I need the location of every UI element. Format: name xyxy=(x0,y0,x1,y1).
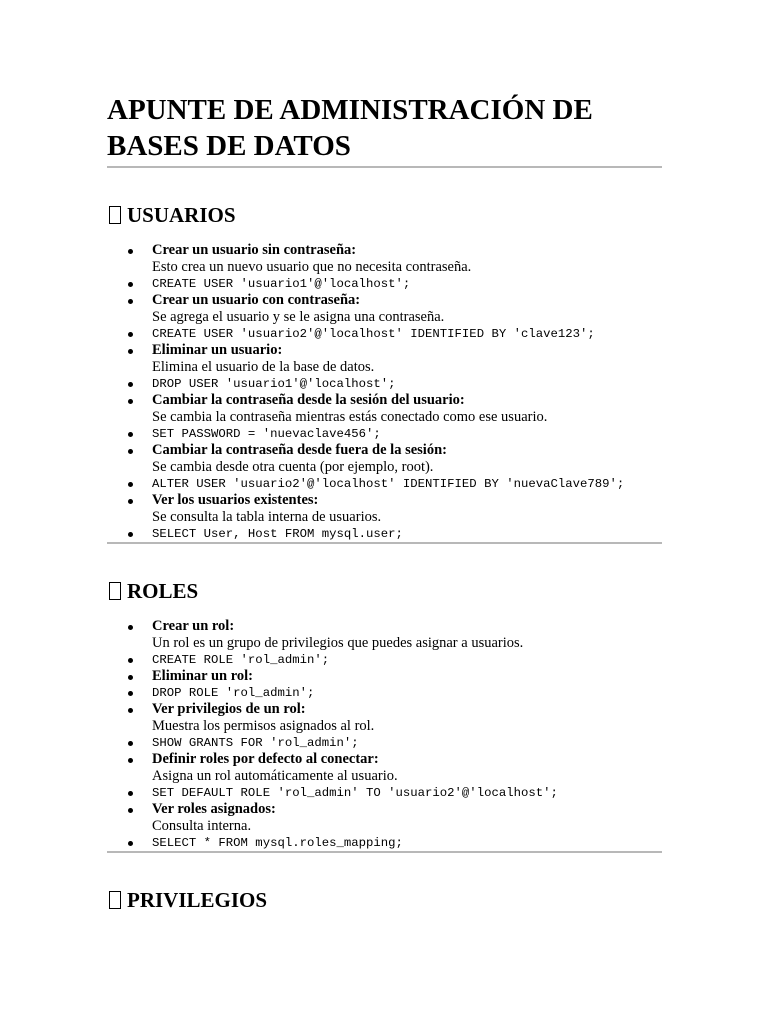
item-description: Esto crea un nuevo usuario que no necesita contraseña. xyxy=(152,259,472,275)
item-description: Un rol es un grupo de privilegios que puedes asignar a usuarios. xyxy=(152,635,524,651)
item-label: Ver roles asignados: xyxy=(152,801,276,817)
item-label: Crear un usuario con contraseña: xyxy=(152,292,361,308)
item-label: Ver privilegios de un rol: xyxy=(152,701,306,717)
code-line: ALTER USER 'usuario2'@'localhost' IDENTIFIED BY 'nuevaClave789'; xyxy=(107,476,662,492)
list-item xyxy=(107,751,662,785)
item-description: Se cambia la contraseña mientras estás conectado como ese usuario. xyxy=(152,409,548,425)
item-label: Cambiar la contraseña desde fuera de la sesión: xyxy=(152,442,447,458)
code-line: SHOW GRANTS FOR 'rol_admin'; xyxy=(107,735,662,751)
item-description: Consulta interna. xyxy=(152,818,252,834)
section-divider xyxy=(107,542,662,544)
list-item xyxy=(107,801,662,835)
item-label: Crear un usuario sin contraseña: xyxy=(152,242,357,258)
code-line: CREATE ROLE 'rol_admin'; xyxy=(107,652,662,668)
roles-list xyxy=(107,618,662,851)
item-description: Se agrega el usuario y se le asigna una contraseña. xyxy=(152,309,445,325)
code-line: DROP USER 'usuario1'@'localhost'; xyxy=(107,376,662,392)
list-item xyxy=(107,392,662,426)
item-label: Cambiar la contraseña desde la sesión del usuario: xyxy=(152,392,465,408)
missing-glyph-box-icon xyxy=(109,206,121,224)
list-item xyxy=(107,342,662,376)
item-label: Eliminar un rol: xyxy=(152,668,253,684)
list-item xyxy=(107,242,662,276)
section-heading-roles xyxy=(107,578,662,604)
code-line: DROP ROLE 'rol_admin'; xyxy=(107,685,662,701)
item-description: Elimina el usuario de la base de datos. xyxy=(152,359,375,375)
usuarios-list xyxy=(107,242,662,542)
missing-glyph-box-icon xyxy=(109,891,121,909)
item-label: Definir roles por defecto al conectar: xyxy=(152,751,379,767)
list-item xyxy=(107,492,662,526)
item-label: Crear un rol: xyxy=(152,618,235,634)
item-description: Se consulta la tabla interna de usuarios. xyxy=(152,509,382,525)
list-item xyxy=(107,442,662,476)
document-page xyxy=(107,92,662,913)
item-label: Ver los usuarios existentes: xyxy=(152,492,319,508)
code-line: SET DEFAULT ROLE 'rol_admin' TO 'usuario2'@'localhost'; xyxy=(107,785,662,801)
code-line: CREATE USER 'usuario2'@'localhost' IDENTIFIED BY 'clave123'; xyxy=(107,326,662,342)
code-line: CREATE USER 'usuario1'@'localhost'; xyxy=(107,276,662,292)
list-item xyxy=(107,618,662,652)
list-item xyxy=(107,701,662,735)
section-title: ROLES xyxy=(127,579,199,603)
section-title: USUARIOS xyxy=(127,203,236,227)
item-label: Eliminar un usuario: xyxy=(152,342,283,358)
section-title: PRIVILEGIOS xyxy=(127,888,268,912)
section-divider xyxy=(107,851,662,853)
section-heading-privilegios xyxy=(107,887,662,913)
item-description: Asigna un rol automáticamente al usuario. xyxy=(152,768,398,784)
list-item xyxy=(107,668,662,685)
code-line: SET PASSWORD = 'nuevaclave456'; xyxy=(107,426,662,442)
list-item xyxy=(107,292,662,326)
code-line: SELECT * FROM mysql.roles_mapping; xyxy=(107,835,662,851)
item-description: Muestra los permisos asignados al rol. xyxy=(152,718,375,734)
item-description: Se cambia desde otra cuenta (por ejemplo, root). xyxy=(152,459,434,475)
section-heading-usuarios xyxy=(107,202,662,228)
missing-glyph-box-icon xyxy=(109,582,121,600)
code-line: SELECT User, Host FROM mysql.user; xyxy=(107,526,662,542)
page-title: APUNTE DE ADMINISTRACIÓN DE BASES DE DATOS xyxy=(107,92,662,168)
